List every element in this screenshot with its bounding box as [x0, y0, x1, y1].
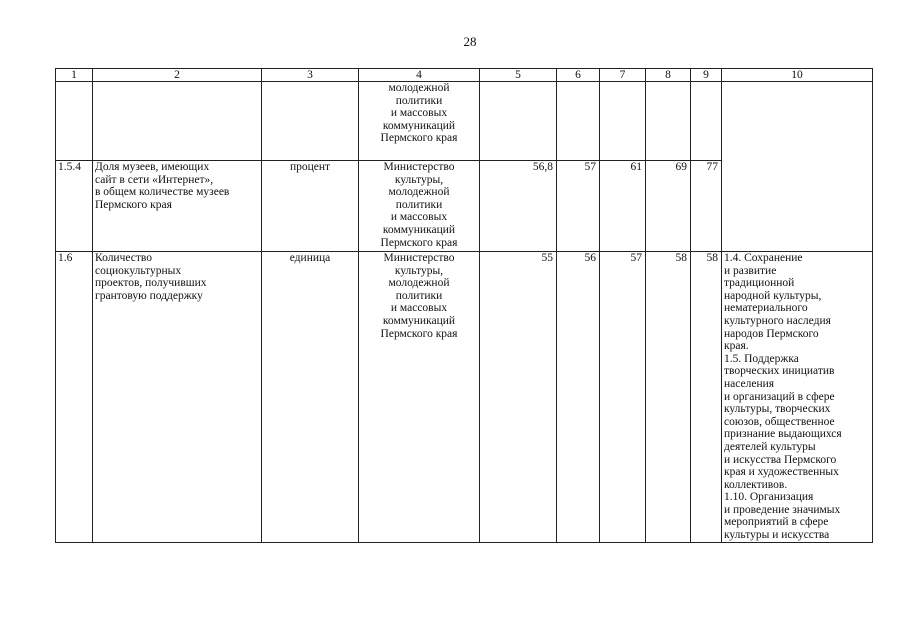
column-number: 2	[93, 69, 262, 82]
column-number: 7	[600, 69, 646, 82]
value-col5: 56,8	[480, 161, 557, 252]
indicator-name	[93, 82, 262, 161]
value-col8	[646, 82, 691, 161]
indicator-name: Количество социокультурных проектов, получивших грантовую поддержку	[93, 252, 262, 543]
value-col5: 55	[480, 252, 557, 543]
executor: молодежной политики и массовых коммуникаций Пермского края	[359, 82, 480, 161]
value-col6: 56	[557, 252, 600, 543]
value-col6	[557, 82, 600, 161]
value-col7: 57	[600, 252, 646, 543]
value-col9	[691, 82, 722, 161]
indicators-table	[55, 68, 873, 543]
indicator-number: 1.6	[56, 252, 93, 543]
note: 1.4. Сохранение и развитие традиционной народной культуры, нематериального культурного наследия народов Пермского края. 1.5. Поддержка творческих инициатив населения и организаций в сфере культуры, творческих союзов, общественное признание выдающихся деятелей культуры и искусства Пермского края и художественных коллективов. 1.10. Организация и проведение значимых мероприятий в сфере культуры и искусства	[722, 252, 873, 543]
column-number: 6	[557, 69, 600, 82]
unit: процент	[262, 161, 359, 252]
column-number: 10	[722, 69, 873, 82]
value-col9: 77	[691, 161, 722, 252]
note	[722, 82, 873, 252]
value-col7	[600, 82, 646, 161]
indicator-name: Доля музеев, имеющих сайт в сети «Интернет», в общем количестве музеев Пермского края	[93, 161, 262, 252]
value-col5	[480, 82, 557, 161]
unit: единица	[262, 252, 359, 543]
executor: Министерство культуры, молодежной политики и массовых коммуникаций Пермского края	[359, 161, 480, 252]
column-number: 9	[691, 69, 722, 82]
column-numbers-row	[56, 69, 873, 82]
unit	[262, 82, 359, 161]
column-number: 4	[359, 69, 480, 82]
value-col7: 61	[600, 161, 646, 252]
indicator-number: 1.5.4	[56, 161, 93, 252]
column-number: 1	[56, 69, 93, 82]
table-row	[56, 252, 873, 543]
value-col6: 57	[557, 161, 600, 252]
executor: Министерство культуры, молодежной политики и массовых коммуникаций Пермского края	[359, 252, 480, 543]
value-col8: 58	[646, 252, 691, 543]
indicator-number	[56, 82, 93, 161]
table-row	[56, 82, 873, 161]
column-number: 3	[262, 69, 359, 82]
value-col8: 69	[646, 161, 691, 252]
column-number: 5	[480, 69, 557, 82]
value-col9: 58	[691, 252, 722, 543]
column-number: 8	[646, 69, 691, 82]
page-number: 28	[463, 34, 477, 49]
